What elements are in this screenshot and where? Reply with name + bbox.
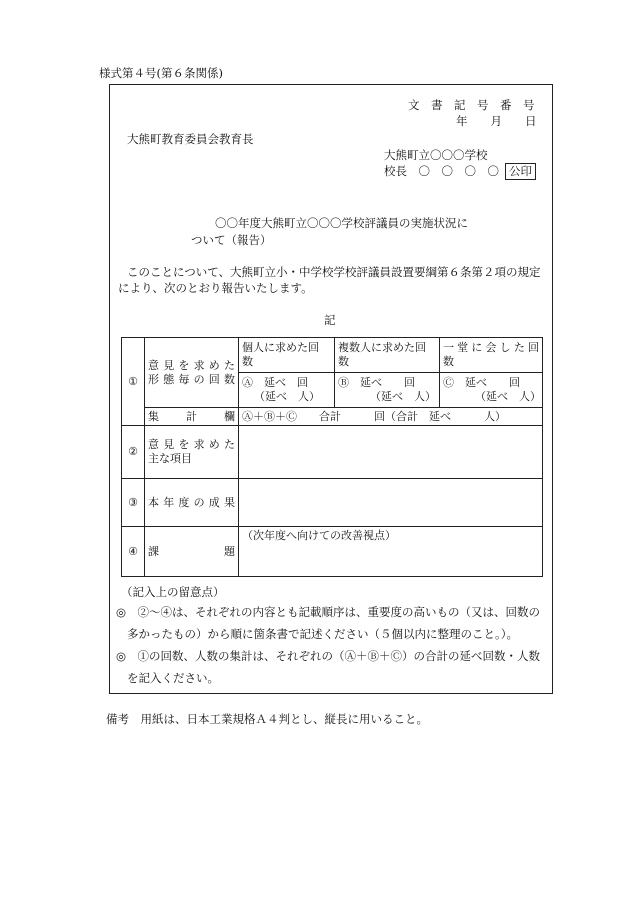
col-individual	[239, 338, 335, 373]
row4-label: 課 題	[145, 527, 239, 577]
row3-label: 本年度の成果	[145, 479, 239, 527]
addressee: 大熊町教育委員会教育長	[127, 132, 254, 146]
doc-number-label: 文 書 記 号 番 号	[408, 98, 535, 112]
col-assembly	[440, 338, 543, 373]
form-label: 様式第４号(第６条関係)	[99, 66, 223, 80]
row3-number: ③	[122, 479, 145, 527]
col-assembly-a: 一堂に会した回	[443, 341, 539, 354]
record-table	[121, 337, 543, 577]
multiple-count-b: （延べ 人）	[370, 390, 436, 403]
assembly-count	[440, 373, 543, 408]
col-individual-a: 個人に求めた回	[242, 341, 319, 354]
col-assembly-b: 数	[443, 355, 454, 368]
note1-line2: 多かったもの）から順に箇条書で記述ください（５個以内に整理のこと。）。	[127, 627, 518, 641]
row1-label-b: 形態毎の回数	[148, 372, 235, 386]
assembly-count-a: Ⓒ 延べ 回	[443, 376, 520, 389]
row2-content[interactable]	[239, 426, 543, 479]
col-multiple-b: 数	[338, 355, 349, 368]
col-multiple	[335, 338, 440, 373]
row1-label-a: 意見を求めた	[148, 358, 235, 372]
multiple-count	[335, 373, 440, 408]
title-line-1: 〇〇年度大熊町立〇〇〇学校評議員の実施状況に	[215, 216, 468, 230]
row4-number: ④	[122, 527, 145, 577]
row1-number: ①	[122, 338, 145, 426]
notes-heading: （記入上の留意点）	[121, 585, 225, 599]
col-individual-b: 数	[242, 355, 253, 368]
row2-label-b: 主な項目	[148, 452, 192, 465]
row4-content[interactable]: （次年度へ向けての改善視点）	[239, 527, 543, 577]
total-label: 集 計 欄	[145, 408, 239, 426]
body-line-2: により、次のとおり報告いたします。	[118, 281, 313, 295]
row2-number: ②	[122, 426, 145, 479]
assembly-count-b: （延べ 人）	[475, 390, 541, 403]
note2-line2: を記入ください。	[127, 671, 219, 685]
ki-heading: 記	[324, 313, 336, 327]
body-line-1: このことについて、大熊町立小・中学校学校評議員設置要綱第６条第２項の規定	[127, 265, 541, 279]
row1-label	[145, 338, 239, 408]
row3-content[interactable]	[239, 479, 543, 527]
sender-school: 大熊町立〇〇〇学校	[384, 148, 488, 162]
date-label: 年 月 日	[456, 114, 537, 128]
remarks: 備考 用紙は、日本工業規格Ａ４判とし、縦長に用いること。	[106, 712, 428, 726]
principal-name: 校長 〇 〇 〇 〇	[384, 164, 499, 178]
note1-line1: ◎ ②～④は、それぞれの内容とも記載順序は、重要度の高いもの（又は、回数の	[116, 605, 541, 619]
multiple-count-a: Ⓑ 延べ 回	[338, 376, 415, 389]
title-line-2: ついて（報告）	[191, 233, 272, 247]
individual-count	[239, 373, 335, 408]
individual-count-a: Ⓐ 延べ 回	[242, 376, 308, 389]
col-multiple-a: 複数人に求めた回	[338, 341, 426, 354]
note2-line1: ◎ ①の回数、人数の集計は、それぞれの（Ⓐ＋Ⓑ＋Ⓒ）の合計の延べ回数・人数	[116, 649, 541, 663]
individual-count-b: （延べ 人）	[254, 390, 320, 403]
sender-principal	[384, 163, 536, 180]
row2-label	[145, 426, 239, 479]
row2-label-a: 意見を求めた	[148, 438, 235, 451]
seal-box: 公印	[505, 163, 536, 180]
total-value: Ⓐ＋Ⓑ＋Ⓒ 合計 回（合計 延べ 人）	[239, 408, 543, 426]
